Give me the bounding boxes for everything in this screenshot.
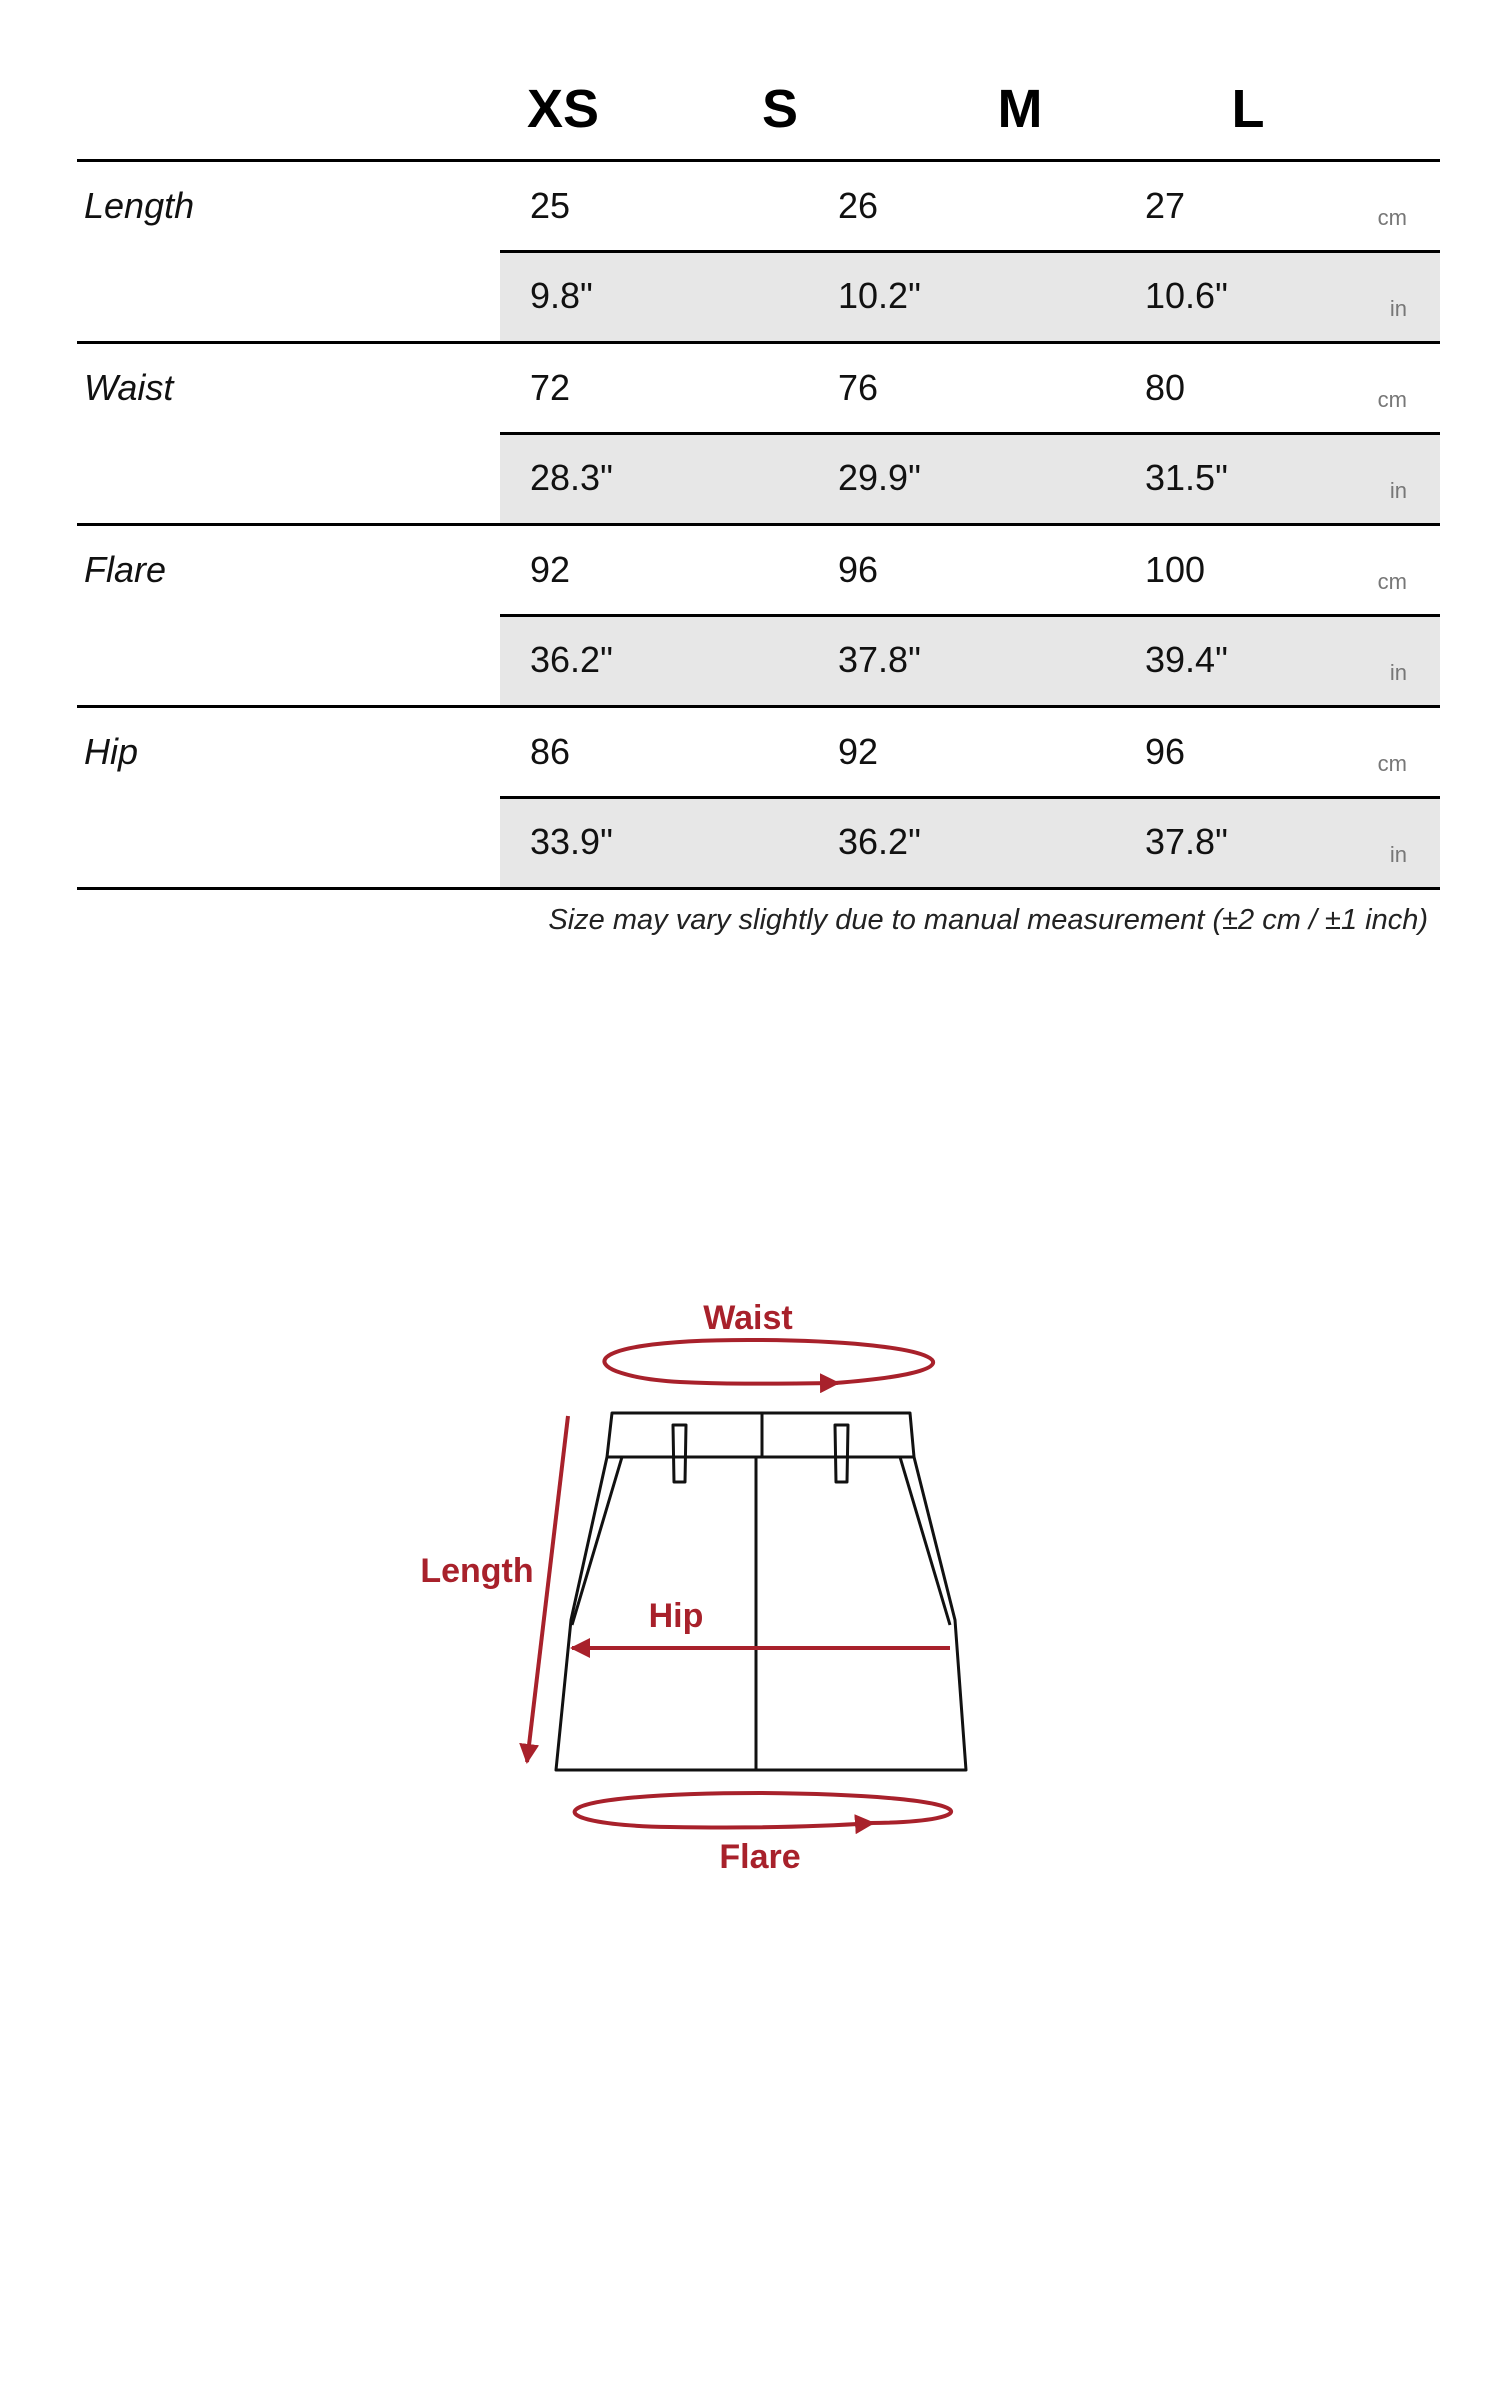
cell-length-xs-cm: 25 bbox=[530, 185, 571, 226]
row-label-waist: Waist bbox=[84, 367, 174, 408]
cell-waist-s-in: 29.9" bbox=[838, 457, 921, 498]
flare-label: Flare bbox=[719, 1838, 801, 1876]
cell-length-s-cm: 26 bbox=[838, 185, 879, 226]
size-header-s: S bbox=[761, 79, 799, 139]
cell-length-s-in: 10.2" bbox=[838, 275, 921, 316]
cell-flare-s-cm: 96 bbox=[838, 549, 879, 590]
cell-waist-xs-in: 28.3" bbox=[530, 457, 613, 498]
cell-waist-m-cm: 80 bbox=[1145, 367, 1186, 408]
measurement-note: Size may vary slightly due to manual measurement (±2 cm / ±1 inch) bbox=[548, 904, 1428, 936]
cell-waist-m-in: 31.5" bbox=[1145, 457, 1228, 498]
unit-cm: cm bbox=[1377, 569, 1407, 594]
unit-in: in bbox=[1389, 660, 1407, 685]
cell-waist-s-cm: 76 bbox=[838, 367, 879, 408]
unit-cm: cm bbox=[1377, 751, 1407, 776]
cell-flare-xs-in: 36.2" bbox=[530, 639, 613, 680]
size-header-m: M bbox=[997, 79, 1043, 139]
length-measurement bbox=[420, 1416, 568, 1762]
cell-hip-xs-in: 33.9" bbox=[530, 821, 613, 862]
cell-flare-s-in: 37.8" bbox=[838, 639, 921, 680]
cell-hip-s-cm: 92 bbox=[838, 731, 879, 772]
size-header-xs: XS bbox=[526, 79, 600, 139]
waist-measurement bbox=[604, 1299, 933, 1384]
unit-in: in bbox=[1389, 478, 1407, 503]
cell-length-xs-in: 9.8" bbox=[530, 275, 593, 316]
unit-cm: cm bbox=[1377, 205, 1407, 230]
unit-in: in bbox=[1389, 842, 1407, 867]
cell-hip-xs-cm: 86 bbox=[530, 731, 571, 772]
waist-label: Waist bbox=[703, 1299, 793, 1337]
hip-measurement bbox=[572, 1597, 950, 1648]
cell-waist-xs-cm: 72 bbox=[530, 367, 571, 408]
row-label-length: Length bbox=[84, 185, 195, 226]
cell-length-m-cm: 27 bbox=[1145, 185, 1186, 226]
cell-flare-m-cm: 100 bbox=[1145, 549, 1206, 590]
cell-hip-s-in: 36.2" bbox=[838, 821, 921, 862]
cell-hip-m-cm: 96 bbox=[1145, 731, 1186, 772]
flare-measurement bbox=[575, 1793, 951, 1876]
cell-length-m-in: 10.6" bbox=[1145, 275, 1228, 316]
cell-flare-xs-cm: 92 bbox=[530, 549, 571, 590]
unit-cm: cm bbox=[1377, 387, 1407, 412]
length-label: Length bbox=[420, 1552, 534, 1590]
unit-in: in bbox=[1389, 296, 1407, 321]
skirt-outline bbox=[556, 1413, 966, 1770]
cell-hip-m-in: 37.8" bbox=[1145, 821, 1228, 862]
cell-flare-m-in: 39.4" bbox=[1145, 639, 1228, 680]
row-label-flare: Flare bbox=[84, 549, 167, 590]
row-label-hip: Hip bbox=[84, 731, 139, 772]
hip-label: Hip bbox=[648, 1597, 704, 1635]
size-header-l: L bbox=[1231, 79, 1265, 139]
